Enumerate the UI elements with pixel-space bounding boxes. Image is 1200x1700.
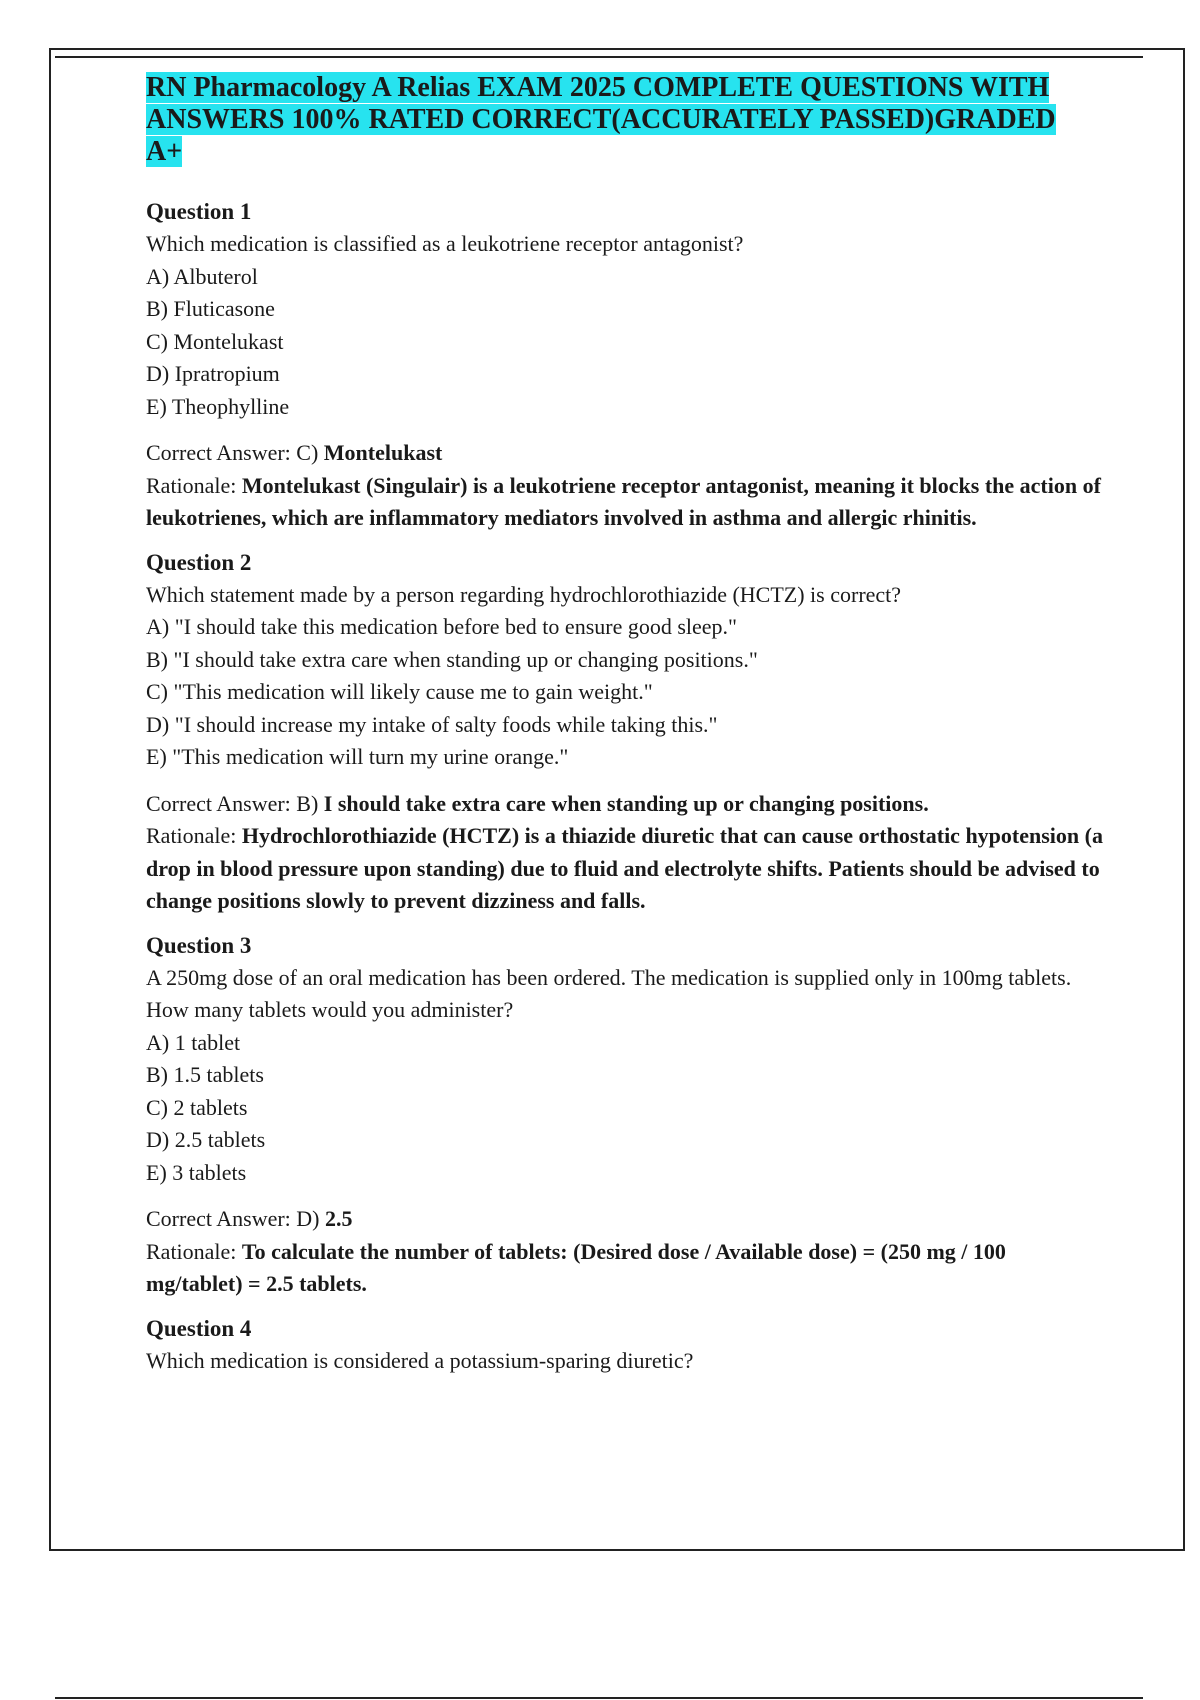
option-a: A) 1 tablet: [146, 1029, 241, 1055]
option-e: E) 3 tablets: [146, 1159, 247, 1185]
option-list: [146, 611, 1106, 774]
question-heading: Question 1: [146, 199, 252, 224]
correct-answer-label: Correct Answer: B): [146, 790, 324, 816]
question-4: [146, 1313, 1106, 1378]
rationale-text: Montelukast (Singulair) is a leukotriene receptor antagonist, meaning it blocks the action of leukotrienes, which are inflammatory mediators involved in asthma and allergic rhinitis.: [146, 472, 1101, 530]
question-2: [146, 547, 1106, 918]
question-text: Which medication is classified as a leukotriene receptor antagonist?: [146, 231, 744, 256]
option-a: A) Albuterol: [146, 263, 258, 289]
question-heading: Question 3: [146, 932, 252, 958]
rationale: [146, 470, 1106, 535]
option-b: B) Fluticasone: [146, 296, 275, 321]
question-1: [146, 196, 1106, 535]
correct-answer-value: Montelukast: [323, 440, 443, 465]
question-text: Which medication is considered a potassium-sparing diuretic?: [146, 1347, 694, 1373]
correct-answer-label: Correct Answer: C): [146, 440, 324, 465]
rationale-label: Rationale:: [146, 1238, 242, 1264]
title-line-1: RN Pharmacology A Relias EXAM 2025 COMPLETE QUESTIONS WITH: [146, 72, 1050, 103]
option-a: A) "I should take this medication before bed to ensure good sleep.": [146, 614, 738, 639]
option-d: D) "I should increase my intake of salty foods while taking this.": [146, 711, 718, 737]
correct-answer: [146, 788, 1106, 821]
correct-answer: [146, 437, 1106, 470]
rationale: [146, 820, 1106, 918]
option-c: C) Montelukast: [146, 328, 284, 354]
question-heading: Question 2: [146, 549, 252, 575]
option-c: C) "This medication will likely cause me to gain weight.": [146, 679, 653, 704]
option-b: B) 1.5 tablets: [146, 1062, 264, 1087]
question-text: A 250mg dose of an oral medication has been ordered. The medication is supplied only in 100mg tablets. How many tablets would you administer?: [146, 964, 1072, 1022]
answer-block: [146, 437, 1106, 535]
option-e: E) "This medication will turn my urine orange.": [146, 744, 569, 769]
option-d: D) Ipratropium: [146, 361, 280, 386]
option-d: D) 2.5 tablets: [146, 1127, 266, 1152]
rationale-text: Hydrochlorothiazide (HCTZ) is a thiazide diuretic that can cause orthostatic hypotension (a drop in blood pressure upon standing) due to fluid and electrolyte shifts. Patients should be advised to change positions slowly to prevent dizziness and falls.: [146, 823, 1103, 913]
option-list: [146, 261, 1106, 424]
answer-block: [146, 1203, 1106, 1301]
rationale-text: To calculate the number of tablets: (Desired dose / Available dose) = (250 mg / 100 mg/tablet) = 2.5 tablets.: [146, 1238, 1006, 1296]
option-c: C) 2 tablets: [146, 1094, 248, 1120]
title-line-2: ANSWERS 100% RATED CORRECT(ACCURATELY PASSED)GRADED: [146, 104, 1056, 135]
bottom-rule: [55, 1697, 1143, 1699]
correct-answer-value: 2.5: [325, 1206, 353, 1231]
document-content: [146, 72, 1106, 1377]
document-title: [146, 72, 1106, 168]
option-b: B) "I should take extra care when standing up or changing positions.": [146, 646, 758, 672]
question-text: Which statement made by a person regarding hydrochlorothiazide (HCTZ) is correct?: [146, 581, 902, 607]
option-list: [146, 1027, 1106, 1190]
correct-answer-value: I should take extra care when standing up or changing positions.: [323, 790, 929, 816]
question-3: [146, 930, 1106, 1301]
rationale-label: Rationale:: [146, 472, 242, 498]
correct-answer-label: Correct Answer: D): [146, 1206, 326, 1231]
title-line-3: A+: [146, 136, 183, 167]
rationale-label: Rationale:: [146, 823, 242, 848]
question-heading: Question 4: [146, 1315, 252, 1341]
rationale: [146, 1236, 1106, 1301]
option-e: E) Theophylline: [146, 393, 290, 419]
correct-answer: [146, 1203, 1106, 1236]
answer-block: [146, 788, 1106, 918]
